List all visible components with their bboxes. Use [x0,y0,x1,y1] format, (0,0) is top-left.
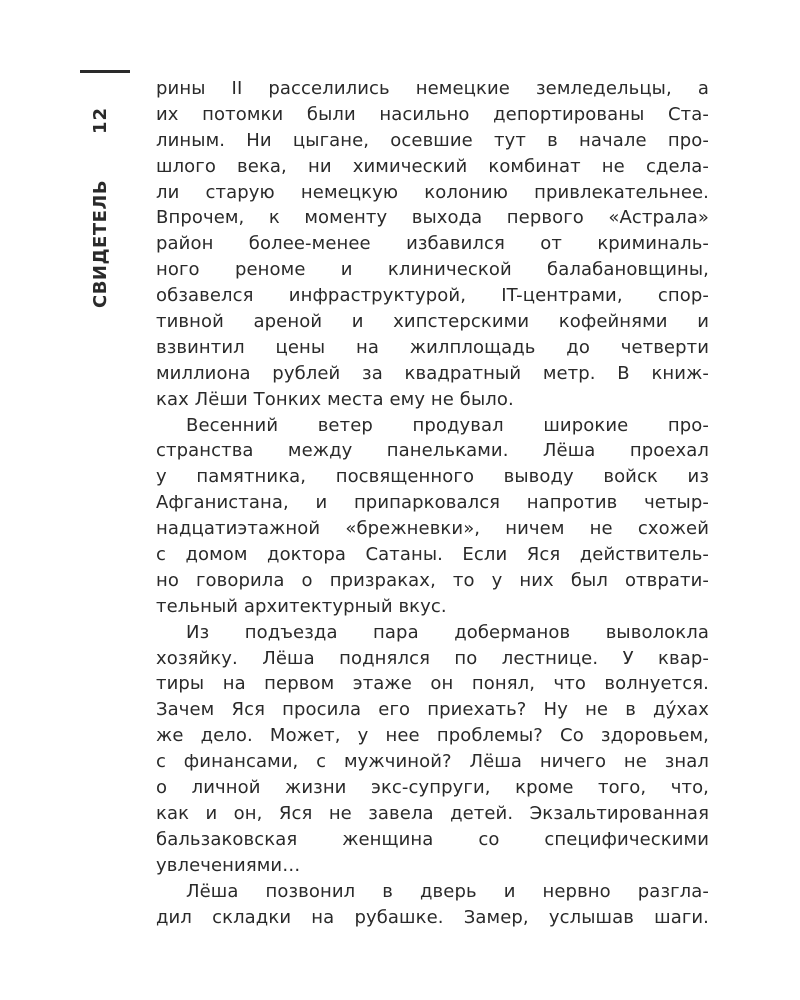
text-line: с финансами, с мужчиной? Лёша ничего не знал [156,751,709,773]
text-line: увлечениями… [156,854,301,876]
text-line: же дело. Может, у нее проблемы? Со здоровьем, [156,725,709,747]
text-line: Весенний ветер продувал широкие про- [186,414,709,436]
text-line: ках Лёши Тонких места ему не было. [156,388,514,410]
text-line: с домом доктора Сатаны. Если Яся действитель- [156,544,709,566]
text-line: обзавелся инфраструктурой, IT-центрами, спор- [156,285,709,307]
text-line: у памятника, посвященного выводу войск из [156,466,709,488]
text-line: взвинтил цены на жилплощадь до четверти [156,336,709,358]
text-line: как и он, Яся не завела детей. Экзальтированная [156,802,709,824]
running-head-title: СВИДЕТЕЛЬ [90,179,111,308]
text-line: Лёша позвонил в дверь и нервно разгла- [186,880,709,902]
text-line: надцатиэтажной «брежневки», ничем не схожей [156,518,709,540]
text-line: дил складки на рубашке. Замер, услышав шаги. [156,906,709,928]
text-line: район более-менее избавился от криминаль- [156,233,709,255]
text-line: тельный архитектурный вкус. [156,595,447,617]
text-line: линым. Ни цыгане, осевшие тут в начале про- [156,129,709,151]
text-line: ного реноме и клинической балабановщины, [156,259,709,281]
text-line: Афганистана, и припарковался напротив четыр- [156,492,709,514]
text-line: хозяйку. Лёша поднялся по лестнице. У квар- [156,647,709,669]
text-line: рины II расселились немецкие земледельцы, а [156,78,709,99]
text-line: миллиона рублей за квадратный метр. В книж- [156,362,709,384]
text-line: их потомки были насильно депортированы Ста- [156,103,709,125]
text-line: шлого века, ни химический комбинат не сдела- [156,155,709,177]
text-line: странства между панельками. Лёша проехал [156,440,709,462]
header-rule [80,70,130,73]
text-line: тивной ареной и хипстерскими кофейнями и [156,311,709,333]
body-text [156,76,709,930]
text-line: тиры на первом этаже он понял, что волнуется. [156,673,709,695]
text-line: о личной жизни экс-супруги, кроме того, что, [156,777,709,799]
text-line: Из подъезда пара доберманов выволокла [186,621,709,643]
running-header [86,108,126,308]
page-number: 12 [90,106,111,134]
text-line: но говорила о призраках, то у них был отврати- [156,569,709,591]
text-line: Зачем Яся просила его приехать? Ну не в дýхах [156,699,709,721]
text-line: Впрочем, к моменту выхода первого «Астрала» [156,207,709,229]
text-line: бальзаковская женщина со специфическими [156,828,709,850]
text-line: ли старую немецкую колонию привлекательнее. [156,181,709,203]
